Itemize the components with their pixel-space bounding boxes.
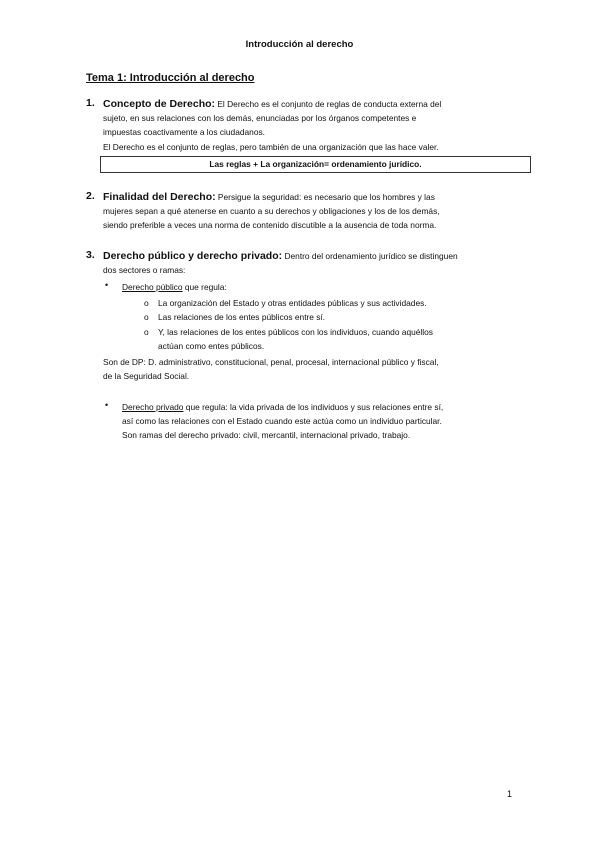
section-title: Tema 1: Introducción al derecho <box>86 72 255 84</box>
pub-item-3-cont: actúan como entes públicos. <box>158 341 265 351</box>
section-2-line2: mujeres sepan a qué atenerse en cuanto a su derechos y obligaciones y los de los demás, <box>103 206 440 217</box>
section-3-number: 3. <box>86 249 95 261</box>
dp-line-1: Son de DP: D. administrativo, constitucional, penal, procesal, internacional público y fiscal, <box>103 357 439 367</box>
pub-item-3: Y, las relaciones de los entes públicos con los individuos, cuando aquéllos <box>158 327 433 337</box>
pub-item-1: La organización del Estado y otras entidades públicas y sus actividades. <box>158 298 427 308</box>
section-3-lead: Derecho público y derecho privado: <box>103 250 283 262</box>
derecho-privado-label: Derecho privado <box>122 402 184 412</box>
section-1-number: 1. <box>86 97 95 109</box>
derecho-privado-line <box>122 400 443 414</box>
section-2-line1: Persigue la seguridad: es necesario que los hombres y las <box>215 192 435 202</box>
section-1-line1: El Derecho es el conjunto de reglas de conducta externa del <box>215 99 442 109</box>
section-1-line3: impuestas coactivamente a los ciudadanos. <box>103 127 266 138</box>
sub-bullet-icon: o <box>144 312 149 322</box>
derecho-publico-label: Derecho público <box>122 282 183 292</box>
derecho-privado-line3: Son ramas del derecho privado: civil, mercantil, internacional privado, trabajo. <box>122 430 411 440</box>
derecho-publico-line <box>122 280 227 294</box>
sub-bullet-icon: o <box>144 327 149 337</box>
bullet-icon: • <box>105 280 109 290</box>
section-3-body <box>103 249 523 277</box>
pub-item-2: Las relaciones de los entes públicos entre sí. <box>158 312 326 322</box>
section-2-line3: siendo preferible a veces una norma de contenido discutible a la ausencia de toda norma. <box>103 220 437 231</box>
bullet-icon: • <box>105 400 109 410</box>
section-3-line2: dos sectores o ramas: <box>103 265 186 276</box>
dp-line-2: de la Seguridad Social. <box>103 371 190 381</box>
derecho-privado-line2: así como las relaciones con el Estado cuando este actúa como un individuo particular. <box>122 416 442 426</box>
derecho-privado-rest: que regula: la vida privada de los individuos y sus relaciones entre sí, <box>183 402 444 412</box>
derecho-publico-rest: que regula: <box>182 282 227 292</box>
section-2-lead: Finalidad del Derecho: <box>103 191 216 203</box>
section-2-body <box>103 190 523 233</box>
ordenamiento-box: Las reglas + La organización= ordenamiento jurídico. <box>100 156 531 173</box>
section-1-lead: Concepto de Derecho: <box>103 98 216 110</box>
sub-bullet-icon: o <box>144 298 149 308</box>
section-2-number: 2. <box>86 190 95 202</box>
section-1-body <box>103 97 523 154</box>
section-1-line4: El Derecho es el conjunto de reglas, pero también de una organización que las hace valer. <box>103 141 439 152</box>
section-3-line1: Dentro del ordenamiento jurídico se distinguen <box>282 251 458 261</box>
page-number: 1 <box>507 789 513 799</box>
page-header: Introducción al derecho <box>245 39 354 50</box>
section-1-line2: sujeto, en sus relaciones con los demás, enunciadas por los órganos competentes e <box>103 113 417 124</box>
